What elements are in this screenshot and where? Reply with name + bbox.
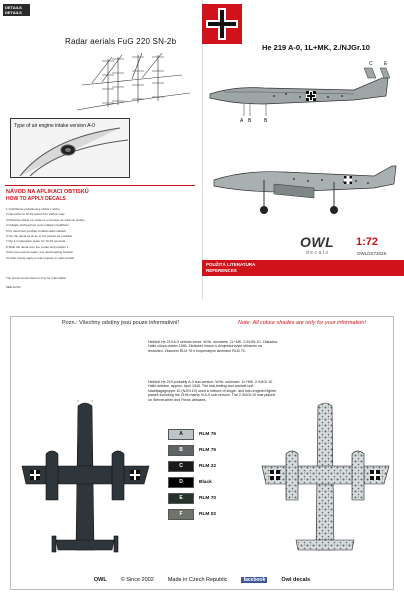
- color-name: RLM 22: [199, 463, 217, 469]
- see-also: SEE ALSO: [6, 285, 21, 289]
- footer-made: Made in Czech Republic: [167, 577, 228, 583]
- owl-subtitle: decals: [306, 250, 330, 256]
- literature-subtitle: REFERENCES: [206, 268, 237, 273]
- color-name: Black: [199, 479, 212, 485]
- footer-since: © Since 2002: [120, 577, 154, 583]
- instruction-line: 7 Dip it in lukewarm water for 10-15 seconds.: [6, 239, 67, 244]
- callout-b: B: [248, 118, 252, 124]
- radar-aerials-drawing: [72, 45, 192, 115]
- color-name: RLM 02: [199, 511, 217, 517]
- color-legend: [168, 428, 216, 524]
- aircraft-title: He 219 A-0, 1L+MK, 2./NJGr.10: [262, 43, 370, 52]
- instruction-line: 10 After drying apply a coat of gloss or matt varnish.: [6, 255, 76, 260]
- front-side-profile-drawing: [204, 130, 402, 230]
- divider: [5, 185, 195, 186]
- callout-e: E: [384, 61, 388, 67]
- instruction-line: 2 Namočte na 10-15 sekund do vlažné vody.: [6, 212, 66, 217]
- color-swatch: E: [168, 493, 194, 504]
- instruction-line: 9 Remove excess water, use decal setting solution.: [6, 250, 75, 255]
- color-swatch: C: [168, 461, 194, 472]
- color-row: [168, 492, 216, 504]
- callout-a: A: [240, 118, 244, 124]
- engine-label: Type of air engine intake version A-0: [14, 123, 95, 129]
- instruction-line: 5 Po zaschnutí použijte změkčovadlo obtisků.: [6, 228, 67, 233]
- literature-title: POUŽITÁ LITERATURA: [206, 262, 256, 267]
- color-row: [168, 428, 216, 440]
- color-name: RLM 75: [199, 447, 217, 453]
- callout-b2: B: [264, 118, 268, 124]
- balkenkreuz-icon: [202, 4, 242, 44]
- description-en: Heinkel He 219 probably A-0 sub-version. W.Nr. unknown. 1L+MK. 2./NJGr.10. Halle airbase, approx. April 1945. The trial-testing and combat unit Nachtjagdgruppe 10 (NJGr.10) used a mixture of single- and twin-engined fighter planes including the 219s mainly in A-0 sub-version. The 2./NJGr.10 was placed on Werneuchen and Finow airbases.: [148, 380, 277, 402]
- dark-plane-planform: [18, 400, 153, 570]
- color-name: RLM 70: [199, 495, 217, 501]
- instruction-note: The shown decal sheet is only for information.: [6, 276, 68, 280]
- details-tag: DETAILS DETAILS: [3, 4, 30, 16]
- facebook-badge[interactable]: facebook: [243, 577, 266, 583]
- instruction-line: 4 Odsajte přebytečnou vodu měkkým hadříkem.: [6, 223, 70, 228]
- instruction-line: 6 Cut the decal as close to the picture as possible.: [6, 233, 73, 238]
- catalog-number: OWLDS7202S: [357, 251, 387, 256]
- note-cz: Pozn.: Všechny odstíny jsou pouze informativní!: [62, 320, 180, 326]
- color-row: [168, 460, 216, 472]
- instruction-line: 3 Přesuňte obtisk na model a vyrovnejte do správné polohy.: [6, 217, 86, 222]
- how-to-title-cz: NÁVOD NA APLIKACI OBTISKŮ: [6, 189, 89, 195]
- color-name: RLM 76: [199, 431, 217, 437]
- radar-title: Radar aerials FuG 220 SN-2b: [65, 37, 177, 46]
- instruction-line: 8 Slide the decal onto the model and position it.: [6, 244, 70, 249]
- instruction-list: [6, 207, 196, 261]
- color-swatch: B: [168, 445, 194, 456]
- light-plane-planform: [258, 400, 393, 570]
- color-swatch: D: [168, 477, 194, 488]
- footer: [20, 577, 384, 583]
- color-swatch: F: [168, 509, 194, 520]
- footer-owl: OWL: [93, 577, 107, 583]
- scale-label: 1:72: [356, 236, 379, 248]
- instruction-line: 1 Vystřihněte požadovaný obtisk z archu.: [6, 207, 61, 211]
- side-profile-drawing: [204, 56, 402, 126]
- description-cz: Heinkel He 219 A-0 sériová verze. W.Nr. neznámé. 1L+MK. 2./NJGr.10. Základna Hallé cílová duben 1945. Zkušební letoun s dvojmotorovým stíhacím na testování. Zbarvení RLM 76 s kropenatými skvrnami RLM 75.: [148, 340, 278, 353]
- owl-logo: OWL: [300, 234, 335, 250]
- footer-owl-decals: Owl decals: [281, 577, 311, 583]
- note-en: Note: All colour shades are only for your information!: [238, 320, 366, 326]
- how-to-title-en: HOW TO APPLY DECALS: [6, 196, 66, 202]
- callout-c: C: [369, 61, 373, 67]
- color-swatch: A: [168, 429, 194, 440]
- color-row: [168, 444, 216, 456]
- color-row: [168, 476, 216, 488]
- color-row: [168, 508, 216, 520]
